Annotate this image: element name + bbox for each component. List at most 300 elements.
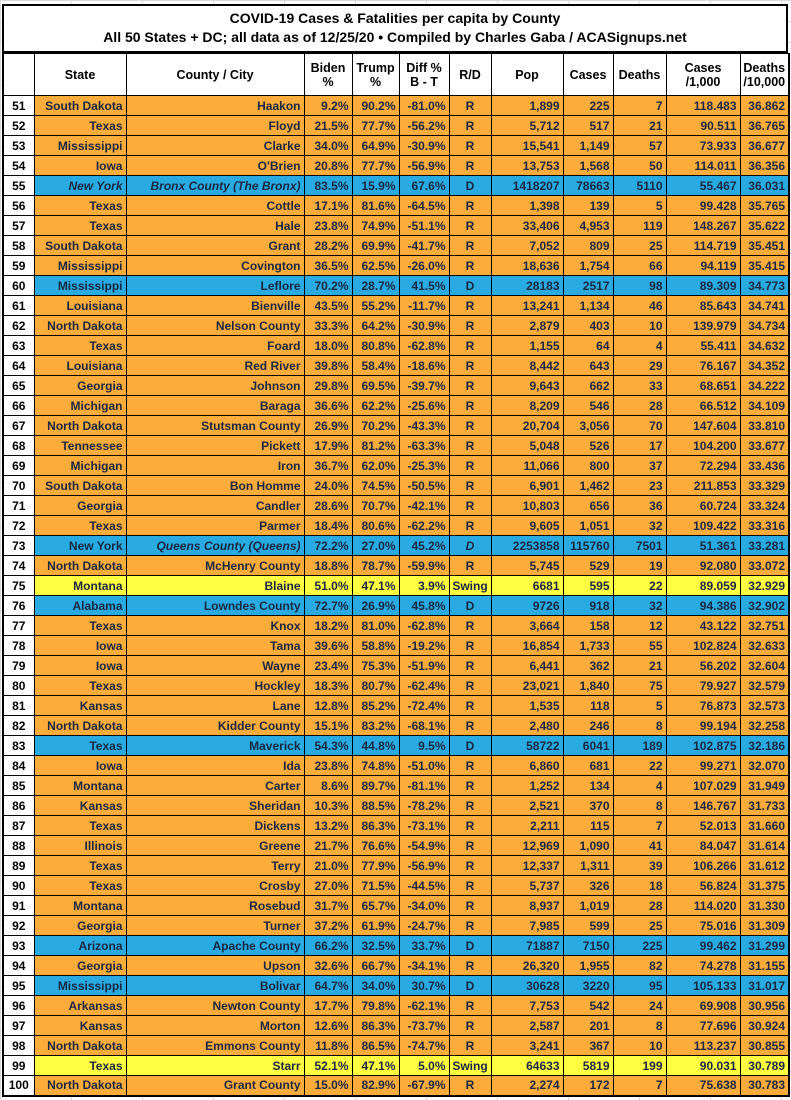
table-row-88 [3, 836, 789, 856]
diff-cell: -73.1% [399, 816, 449, 836]
pop-cell: 8,209 [491, 396, 563, 416]
d10k-cell: 33.810 [740, 416, 789, 436]
table-row-75 [3, 576, 789, 596]
rd-cell: R [449, 696, 491, 716]
table-row-80 [3, 676, 789, 696]
c1k-cell: 106.266 [666, 856, 740, 876]
pop-cell: 1418207 [491, 176, 563, 196]
d10k-cell: 33.677 [740, 436, 789, 456]
rank-cell: 82 [3, 716, 34, 736]
d10k-cell: 30.924 [740, 1016, 789, 1036]
state-cell: Texas [34, 1056, 126, 1076]
county-cell: Emmons County [126, 1036, 304, 1056]
cases-cell: 5819 [563, 1056, 613, 1076]
pop-cell: 3,241 [491, 1036, 563, 1056]
d10k-cell: 32.604 [740, 656, 789, 676]
rd-cell: Swing [449, 576, 491, 596]
c1k-cell: 99.428 [666, 196, 740, 216]
table-row-87 [3, 816, 789, 836]
pop-cell: 3,664 [491, 616, 563, 636]
biden-cell: 18.4% [304, 516, 352, 536]
c1k-cell: 84.047 [666, 836, 740, 856]
d10k-cell: 34.734 [740, 316, 789, 336]
table-row-91 [3, 896, 789, 916]
page-subtitle: All 50 States + DC; all data as of 12/25/20 • Compiled by Charles Gaba / ACASignups.net [103, 29, 687, 45]
pop-cell: 16,854 [491, 636, 563, 656]
rank-cell: 66 [3, 396, 34, 416]
trump-cell: 82.9% [352, 1076, 399, 1096]
trump-cell: 74.5% [352, 476, 399, 496]
deaths-cell: 95 [613, 976, 666, 996]
trump-cell: 32.5% [352, 936, 399, 956]
table-row-78 [3, 636, 789, 656]
rd-cell: R [449, 336, 491, 356]
pop-cell: 15,541 [491, 136, 563, 156]
c1k-cell: 89.059 [666, 576, 740, 596]
county-cell: Turner [126, 916, 304, 936]
trump-cell: 81.2% [352, 436, 399, 456]
county-cell: Nelson County [126, 316, 304, 336]
county-cell: Sheridan [126, 796, 304, 816]
diff-cell: -18.6% [399, 356, 449, 376]
deaths-cell: 8 [613, 716, 666, 736]
d10k-cell: 32.258 [740, 716, 789, 736]
county-cell: Knox [126, 616, 304, 636]
d10k-cell: 36.356 [740, 156, 789, 176]
deaths-cell: 46 [613, 296, 666, 316]
table-row-55 [3, 176, 789, 196]
rd-cell: R [449, 236, 491, 256]
biden-cell: 39.8% [304, 356, 352, 376]
county-cell: Kidder County [126, 716, 304, 736]
trump-cell: 69.9% [352, 236, 399, 256]
diff-cell: 3.9% [399, 576, 449, 596]
biden-cell: 17.9% [304, 436, 352, 456]
table-row-67 [3, 416, 789, 436]
deaths-cell: 119 [613, 216, 666, 236]
county-cell: Apache County [126, 936, 304, 956]
d10k-cell: 33.316 [740, 516, 789, 536]
d10k-cell: 31.330 [740, 896, 789, 916]
cases-cell: 1,149 [563, 136, 613, 156]
deaths-cell: 55 [613, 636, 666, 656]
pop-cell: 6,441 [491, 656, 563, 676]
trump-cell: 65.7% [352, 896, 399, 916]
state-cell: New York [34, 176, 126, 196]
c1k-cell: 94.119 [666, 256, 740, 276]
state-cell: Texas [34, 336, 126, 356]
deaths-cell: 33 [613, 376, 666, 396]
d10k-cell: 31.299 [740, 936, 789, 956]
county-cell: Crosby [126, 876, 304, 896]
c1k-cell: 79.927 [666, 676, 740, 696]
county-cell: Hale [126, 216, 304, 236]
d10k-cell: 33.072 [740, 556, 789, 576]
deaths-cell: 4 [613, 776, 666, 796]
deaths-cell: 7 [613, 96, 666, 116]
county-cell: Iron [126, 456, 304, 476]
state-cell: Montana [34, 576, 126, 596]
state-cell: Louisiana [34, 356, 126, 376]
deaths-cell: 36 [613, 496, 666, 516]
table-row-98 [3, 1036, 789, 1056]
d10k-cell: 31.614 [740, 836, 789, 856]
c1k-cell: 73.933 [666, 136, 740, 156]
deaths-cell: 8 [613, 796, 666, 816]
county-cell: Red River [126, 356, 304, 376]
rank-cell: 58 [3, 236, 34, 256]
table-row-70 [3, 476, 789, 496]
table-row-56 [3, 196, 789, 216]
column-header-county: County / City [126, 54, 304, 96]
trump-cell: 81.6% [352, 196, 399, 216]
c1k-cell: 113.237 [666, 1036, 740, 1056]
rank-cell: 68 [3, 436, 34, 456]
deaths-cell: 7501 [613, 536, 666, 556]
state-cell: Montana [34, 776, 126, 796]
cases-cell: 370 [563, 796, 613, 816]
c1k-cell: 114.719 [666, 236, 740, 256]
cases-cell: 225 [563, 96, 613, 116]
d10k-cell: 31.949 [740, 776, 789, 796]
trump-cell: 86.3% [352, 816, 399, 836]
state-cell: Texas [34, 196, 126, 216]
rd-cell: R [449, 956, 491, 976]
c1k-cell: 114.020 [666, 896, 740, 916]
rd-cell: R [449, 116, 491, 136]
d10k-cell: 35.415 [740, 256, 789, 276]
cases-cell: 800 [563, 456, 613, 476]
biden-cell: 28.2% [304, 236, 352, 256]
table-row-84 [3, 756, 789, 776]
trump-cell: 77.7% [352, 156, 399, 176]
cases-cell: 118 [563, 696, 613, 716]
d10k-cell: 32.573 [740, 696, 789, 716]
table-row-72 [3, 516, 789, 536]
state-cell: Iowa [34, 636, 126, 656]
rd-cell: R [449, 676, 491, 696]
deaths-cell: 75 [613, 676, 666, 696]
table-row-62 [3, 316, 789, 336]
trump-cell: 83.2% [352, 716, 399, 736]
county-cell: Leflore [126, 276, 304, 296]
rd-cell: R [449, 896, 491, 916]
d10k-cell: 32.070 [740, 756, 789, 776]
biden-cell: 52.1% [304, 1056, 352, 1076]
d10k-cell: 31.375 [740, 876, 789, 896]
pop-cell: 30628 [491, 976, 563, 996]
rd-cell: R [449, 716, 491, 736]
trump-cell: 80.6% [352, 516, 399, 536]
cases-cell: 139 [563, 196, 613, 216]
rd-cell: R [449, 1036, 491, 1056]
table-row-97 [3, 1016, 789, 1036]
rank-cell: 70 [3, 476, 34, 496]
diff-cell: -50.5% [399, 476, 449, 496]
d10k-cell: 33.329 [740, 476, 789, 496]
cases-cell: 542 [563, 996, 613, 1016]
cases-cell: 362 [563, 656, 613, 676]
d10k-cell: 31.155 [740, 956, 789, 976]
biden-cell: 24.0% [304, 476, 352, 496]
county-cell: Tama [126, 636, 304, 656]
biden-cell: 23.8% [304, 216, 352, 236]
state-cell: South Dakota [34, 236, 126, 256]
county-cell: Covington [126, 256, 304, 276]
diff-cell: -56.9% [399, 856, 449, 876]
cases-cell: 1,311 [563, 856, 613, 876]
diff-cell: -34.0% [399, 896, 449, 916]
rd-cell: R [449, 376, 491, 396]
county-cell: Lowndes County [126, 596, 304, 616]
diff-cell: -62.1% [399, 996, 449, 1016]
state-cell: North Dakota [34, 316, 126, 336]
c1k-cell: 211.853 [666, 476, 740, 496]
diff-cell: -24.7% [399, 916, 449, 936]
table-row-68 [3, 436, 789, 456]
table-row-51 [3, 96, 789, 116]
county-cell: Terry [126, 856, 304, 876]
cases-cell: 643 [563, 356, 613, 376]
deaths-cell: 39 [613, 856, 666, 876]
cases-cell: 403 [563, 316, 613, 336]
cases-cell: 78663 [563, 176, 613, 196]
c1k-cell: 104.200 [666, 436, 740, 456]
deaths-cell: 98 [613, 276, 666, 296]
rank-cell: 84 [3, 756, 34, 776]
d10k-cell: 34.109 [740, 396, 789, 416]
rd-cell: R [449, 396, 491, 416]
cases-cell: 4,953 [563, 216, 613, 236]
deaths-cell: 25 [613, 916, 666, 936]
column-header-pop: Pop [491, 54, 563, 96]
state-cell: Mississippi [34, 976, 126, 996]
cases-cell: 115 [563, 816, 613, 836]
biden-cell: 72.7% [304, 596, 352, 616]
rd-cell: R [449, 636, 491, 656]
rank-cell: 60 [3, 276, 34, 296]
table-row-77 [3, 616, 789, 636]
c1k-cell: 66.512 [666, 396, 740, 416]
state-cell: North Dakota [34, 716, 126, 736]
deaths-cell: 28 [613, 896, 666, 916]
trump-cell: 47.1% [352, 576, 399, 596]
rank-cell: 74 [3, 556, 34, 576]
biden-cell: 39.6% [304, 636, 352, 656]
table-row-90 [3, 876, 789, 896]
deaths-cell: 7 [613, 1076, 666, 1096]
trump-cell: 85.2% [352, 696, 399, 716]
rank-cell: 64 [3, 356, 34, 376]
county-cell: Stutsman County [126, 416, 304, 436]
state-cell: Texas [34, 816, 126, 836]
biden-cell: 70.2% [304, 276, 352, 296]
c1k-cell: 52.013 [666, 816, 740, 836]
c1k-cell: 74.278 [666, 956, 740, 976]
table-row-52 [3, 116, 789, 136]
table-row-92 [3, 916, 789, 936]
county-cell: Blaine [126, 576, 304, 596]
rd-cell: R [449, 556, 491, 576]
rd-cell: R [449, 156, 491, 176]
state-cell: South Dakota [34, 96, 126, 116]
biden-cell: 83.5% [304, 176, 352, 196]
trump-cell: 61.9% [352, 916, 399, 936]
county-cell: O'Brien [126, 156, 304, 176]
table-row-53 [3, 136, 789, 156]
county-cell: Queens County (Queens) [126, 536, 304, 556]
c1k-cell: 56.824 [666, 876, 740, 896]
rd-cell: Swing [449, 1056, 491, 1076]
cases-cell: 1,462 [563, 476, 613, 496]
d10k-cell: 34.632 [740, 336, 789, 356]
state-cell: Illinois [34, 836, 126, 856]
cases-cell: 134 [563, 776, 613, 796]
pop-cell: 7,753 [491, 996, 563, 1016]
table-row-65 [3, 376, 789, 396]
pop-cell: 12,969 [491, 836, 563, 856]
rd-cell: R [449, 916, 491, 936]
d10k-cell: 34.741 [740, 296, 789, 316]
table-row-66 [3, 396, 789, 416]
trump-cell: 64.2% [352, 316, 399, 336]
biden-cell: 18.3% [304, 676, 352, 696]
biden-cell: 18.8% [304, 556, 352, 576]
deaths-cell: 82 [613, 956, 666, 976]
rank-cell: 86 [3, 796, 34, 816]
county-cell: Bolivar [126, 976, 304, 996]
d10k-cell: 33.436 [740, 456, 789, 476]
rank-cell: 91 [3, 896, 34, 916]
biden-cell: 51.0% [304, 576, 352, 596]
table-row-82 [3, 716, 789, 736]
county-cell: Johnson [126, 376, 304, 396]
state-cell: South Dakota [34, 476, 126, 496]
diff-cell: -11.7% [399, 296, 449, 316]
rank-cell: 96 [3, 996, 34, 1016]
d10k-cell: 31.733 [740, 796, 789, 816]
state-cell: North Dakota [34, 556, 126, 576]
pop-cell: 11,066 [491, 456, 563, 476]
c1k-cell: 76.167 [666, 356, 740, 376]
deaths-cell: 50 [613, 156, 666, 176]
rd-cell: D [449, 736, 491, 756]
trump-cell: 89.7% [352, 776, 399, 796]
biden-cell: 12.6% [304, 1016, 352, 1036]
deaths-cell: 12 [613, 616, 666, 636]
state-cell: Georgia [34, 376, 126, 396]
pop-cell: 64633 [491, 1056, 563, 1076]
diff-cell: -25.3% [399, 456, 449, 476]
pop-cell: 7,052 [491, 236, 563, 256]
d10k-cell: 31.660 [740, 816, 789, 836]
biden-cell: 15.1% [304, 716, 352, 736]
d10k-cell: 32.186 [740, 736, 789, 756]
state-cell: Mississippi [34, 136, 126, 156]
d10k-cell: 30.789 [740, 1056, 789, 1076]
rank-cell: 83 [3, 736, 34, 756]
rd-cell: R [449, 856, 491, 876]
county-cell: Bronx County (The Bronx) [126, 176, 304, 196]
trump-cell: 64.9% [352, 136, 399, 156]
cases-cell: 1,840 [563, 676, 613, 696]
biden-cell: 11.8% [304, 1036, 352, 1056]
biden-cell: 9.2% [304, 96, 352, 116]
biden-cell: 43.5% [304, 296, 352, 316]
c1k-cell: 146.767 [666, 796, 740, 816]
trump-cell: 79.8% [352, 996, 399, 1016]
diff-cell: 33.7% [399, 936, 449, 956]
diff-cell: -54.9% [399, 836, 449, 856]
column-header-biden: Biden % [304, 54, 352, 96]
county-cell: Baraga [126, 396, 304, 416]
diff-cell: -78.2% [399, 796, 449, 816]
diff-cell: -64.5% [399, 196, 449, 216]
table-row-59 [3, 256, 789, 276]
rank-cell: 62 [3, 316, 34, 336]
biden-cell: 27.0% [304, 876, 352, 896]
rank-cell: 55 [3, 176, 34, 196]
cases-cell: 1,134 [563, 296, 613, 316]
pop-cell: 33,406 [491, 216, 563, 236]
pop-cell: 1,535 [491, 696, 563, 716]
diff-cell: 41.5% [399, 276, 449, 296]
c1k-cell: 139.979 [666, 316, 740, 336]
rank-cell: 59 [3, 256, 34, 276]
trump-cell: 66.7% [352, 956, 399, 976]
deaths-cell: 21 [613, 656, 666, 676]
trump-cell: 71.5% [352, 876, 399, 896]
rd-cell: D [449, 176, 491, 196]
rank-cell: 100 [3, 1076, 34, 1096]
biden-cell: 26.9% [304, 416, 352, 436]
pop-cell: 71887 [491, 936, 563, 956]
state-cell: New York [34, 536, 126, 556]
biden-cell: 36.7% [304, 456, 352, 476]
trump-cell: 77.9% [352, 856, 399, 876]
county-cell: Ida [126, 756, 304, 776]
biden-cell: 20.8% [304, 156, 352, 176]
rd-cell: R [449, 616, 491, 636]
trump-cell: 78.7% [352, 556, 399, 576]
trump-cell: 55.2% [352, 296, 399, 316]
rank-cell: 88 [3, 836, 34, 856]
deaths-cell: 41 [613, 836, 666, 856]
table-row-89 [3, 856, 789, 876]
rd-cell: R [449, 456, 491, 476]
state-cell: North Dakota [34, 416, 126, 436]
trump-cell: 80.8% [352, 336, 399, 356]
trump-cell: 44.8% [352, 736, 399, 756]
deaths-cell: 22 [613, 576, 666, 596]
biden-cell: 12.8% [304, 696, 352, 716]
diff-cell: 5.0% [399, 1056, 449, 1076]
cases-cell: 3220 [563, 976, 613, 996]
rank-cell: 76 [3, 596, 34, 616]
rd-cell: R [449, 256, 491, 276]
rd-cell: R [449, 996, 491, 1016]
county-cell: Newton County [126, 996, 304, 1016]
trump-cell: 70.2% [352, 416, 399, 436]
diff-cell: 45.8% [399, 596, 449, 616]
cases-cell: 546 [563, 396, 613, 416]
table-row-73 [3, 536, 789, 556]
table-row-58 [3, 236, 789, 256]
diff-cell: -62.8% [399, 616, 449, 636]
d10k-cell: 36.862 [740, 96, 789, 116]
rd-cell: R [449, 296, 491, 316]
county-cell: Candler [126, 496, 304, 516]
